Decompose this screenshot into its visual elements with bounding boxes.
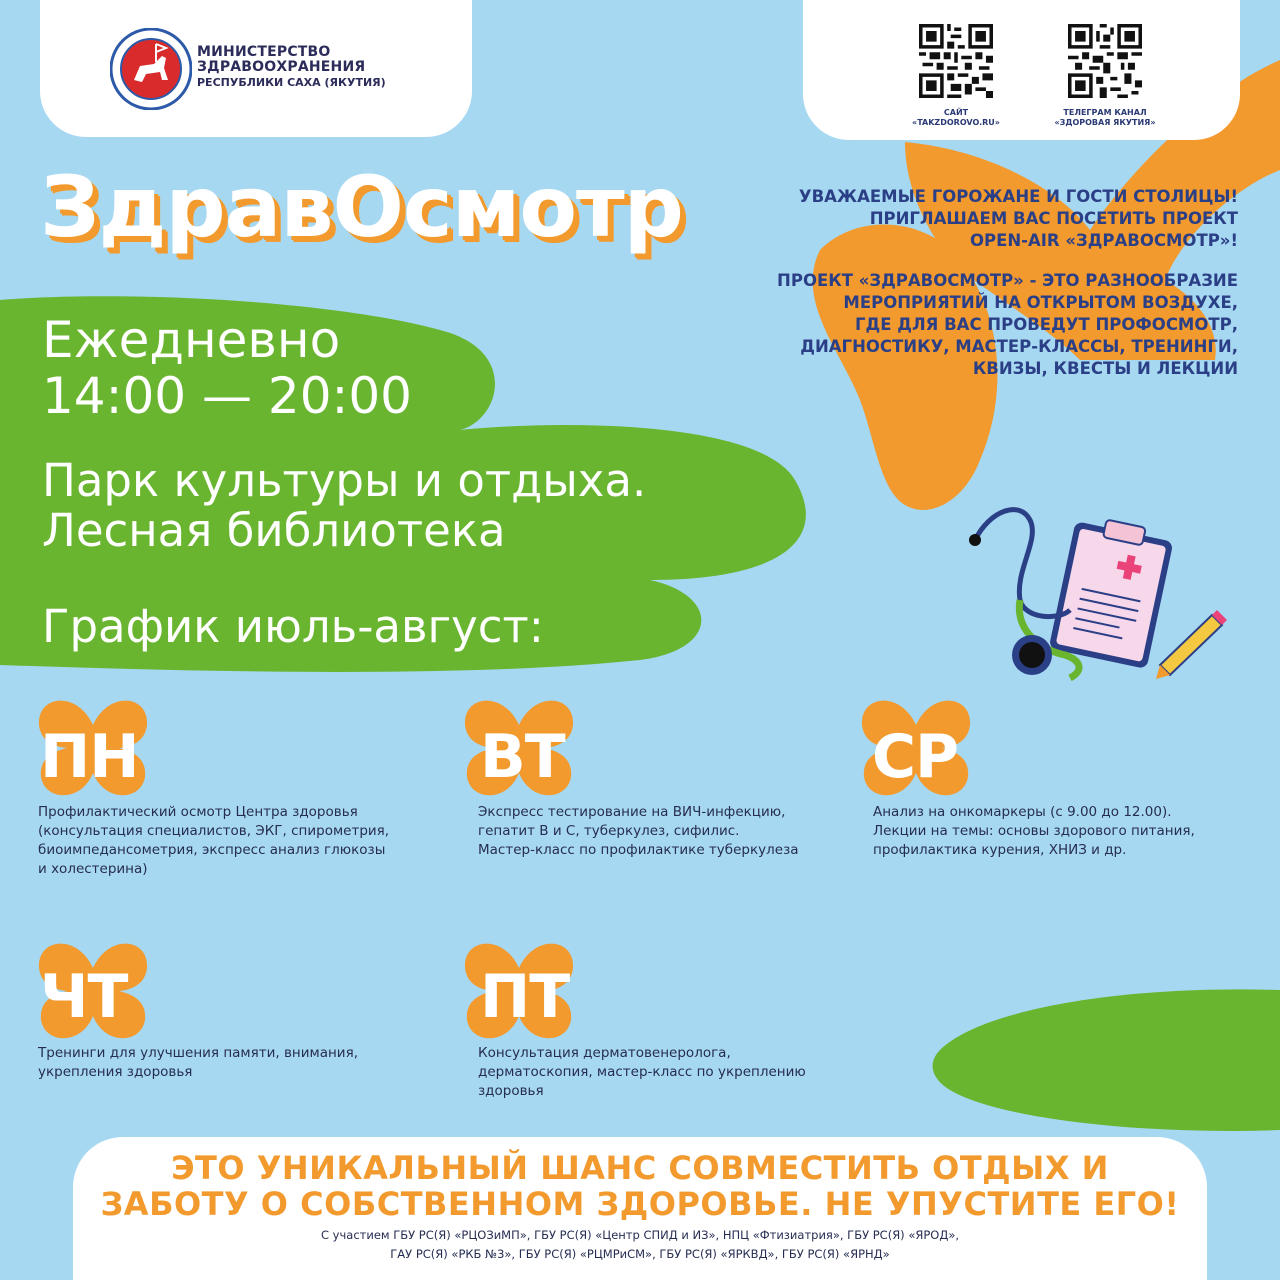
ministry-line: МИНИСТЕРСТВО <box>197 44 331 60</box>
time-range: 14:00 — 20:00 <box>42 367 412 425</box>
intro-line: КВИЗЫ, КВЕСТЫ И ЛЕКЦИИ <box>972 359 1238 378</box>
partners-line: ГАУ РС(Я) «РКБ №3», ГБУ РС(Я) «РЦМРиСМ», ГБУ РС(Я) «ЯРКВД», ГБУ РС(Я) «ЯРНД» <box>390 1247 890 1261</box>
intro-line: УВАЖАЕМЫЕ ГОРОЖАНЕ И ГОСТИ СТОЛИЦЫ! <box>798 187 1238 206</box>
qr-telegram-name: «ЗДОРОВАЯ ЯКУТИЯ» <box>1054 118 1156 127</box>
schedule-heading: График июль-август: <box>42 600 544 653</box>
description-line: биоимпедансометрия, экспресс анализ глюкозы <box>38 842 386 858</box>
qr-site[interactable] <box>901 24 1011 128</box>
intro-text <box>718 186 1238 398</box>
description-line: Мастер-класс по профилактике туберкулеза <box>478 842 799 858</box>
qr-telegram[interactable] <box>1048 24 1162 128</box>
slogan-line: ЗАБОТУ О СОБСТВЕННОМ ЗДОРОВЬЕ. НЕ УПУСТИТЕ ЕГО! <box>100 1185 1180 1223</box>
wednesday-description <box>873 803 1243 860</box>
description-line: Лекции на темы: основы здорового питания, <box>873 823 1195 839</box>
ministry-line: ЗДРАВООХРАНЕНИЯ <box>197 59 366 75</box>
description-line: Профилактический осмотр Центра здоровья <box>38 804 358 820</box>
description-line: гепатит В и С, туберкулез, сифилис. <box>478 823 740 839</box>
slogan-line: ЭТО УНИКАЛЬНЫЙ ШАНС СОВМЕСТИТЬ ОТДЫХ И <box>171 1149 1109 1187</box>
day-thursday: ЧТ <box>40 962 128 1032</box>
footer-partners <box>73 1226 1207 1264</box>
description-line: профилактика курения, ХНИЗ и др. <box>873 842 1127 858</box>
ministry-name <box>197 45 386 90</box>
day-friday: ПТ <box>480 962 570 1032</box>
description-line: Экспресс тестирование на ВИЧ-инфекцию, <box>478 804 786 820</box>
stethoscope-clipboard-icon <box>960 500 1230 700</box>
tuesday-description <box>478 803 838 860</box>
day-wednesday: СР <box>872 722 959 792</box>
qr-card <box>803 0 1240 140</box>
green-leaf-shape <box>933 989 1280 1131</box>
ministry-line: РЕСПУБЛИКИ САХА (ЯКУТИЯ) <box>197 76 386 89</box>
daily-label: Ежедневно <box>42 311 341 369</box>
description-line: Консультация дерматовенеролога, <box>478 1045 731 1061</box>
intro-line: МЕРОПРИЯТИЙ НА ОТКРЫТОМ ВОЗДУХЕ, <box>843 293 1238 312</box>
thursday-description <box>38 1044 418 1082</box>
description-line: дерматоскопия, мастер-класс по укреплению <box>478 1064 806 1080</box>
qr-site-url: «TAKZDOROVO.RU» <box>912 118 1000 127</box>
description-line: (консультация специалистов, ЭКГ, спирометрия, <box>38 823 390 839</box>
location <box>42 456 646 556</box>
intro-line: ДИАГНОСТИКУ, МАСТЕР-КЛАССЫ, ТРЕНИНГИ, <box>800 337 1238 356</box>
coat-of-arms-icon <box>110 28 192 110</box>
footer-slogan <box>73 1150 1207 1222</box>
qr-code-icon <box>1068 24 1142 98</box>
location-line: Парк культуры и отдыха. <box>42 454 647 507</box>
description-line: здоровья <box>478 1083 544 1099</box>
qr-site-label: САЙТ <box>943 108 969 117</box>
qr-telegram-label: ТЕЛЕГРАМ КАНАЛ <box>1063 108 1147 117</box>
description-line: Тренинги для улучшения памяти, внимания, <box>38 1045 358 1061</box>
location-line: Лесная библиотека <box>42 504 506 557</box>
intro-line: ПРИГЛАШАЕМ ВАС ПОСЕТИТЬ ПРОЕКТ <box>869 209 1238 228</box>
intro-line: ГДЕ ДЛЯ ВАС ПРОВЕДУТ ПРОФОСМОТР, <box>855 315 1238 334</box>
friday-description <box>478 1044 848 1101</box>
intro-line: OPEN-AIR «ЗДРАВОСМОТР»! <box>969 231 1238 250</box>
description-line: и холестерина) <box>38 861 148 877</box>
schedule-time <box>42 312 412 424</box>
page-title: ЗдравОсмотр <box>40 158 683 256</box>
intro-line: ПРОЕКТ «ЗДРАВОСМОТР» - ЭТО РАЗНООБРАЗИЕ <box>777 271 1238 290</box>
partners-line: С участием ГБУ РС(Я) «РЦОЗиМП», ГБУ РС(Я) «Центр СПИД и ИЗ», НПЦ «Фтизиатрия», ГБУ РС(Я) «ЯРОД», <box>320 1228 960 1242</box>
logo-card <box>40 0 472 137</box>
day-tuesday: ВТ <box>480 722 565 792</box>
monday-description <box>38 803 418 879</box>
pencil-icon <box>1156 610 1227 679</box>
day-monday: ПН <box>40 722 139 792</box>
qr-code-icon <box>919 24 993 98</box>
description-line: укрепления здоровья <box>38 1064 193 1080</box>
description-line: Анализ на онкомаркеры (с 9.00 до 12.00). <box>873 804 1172 820</box>
